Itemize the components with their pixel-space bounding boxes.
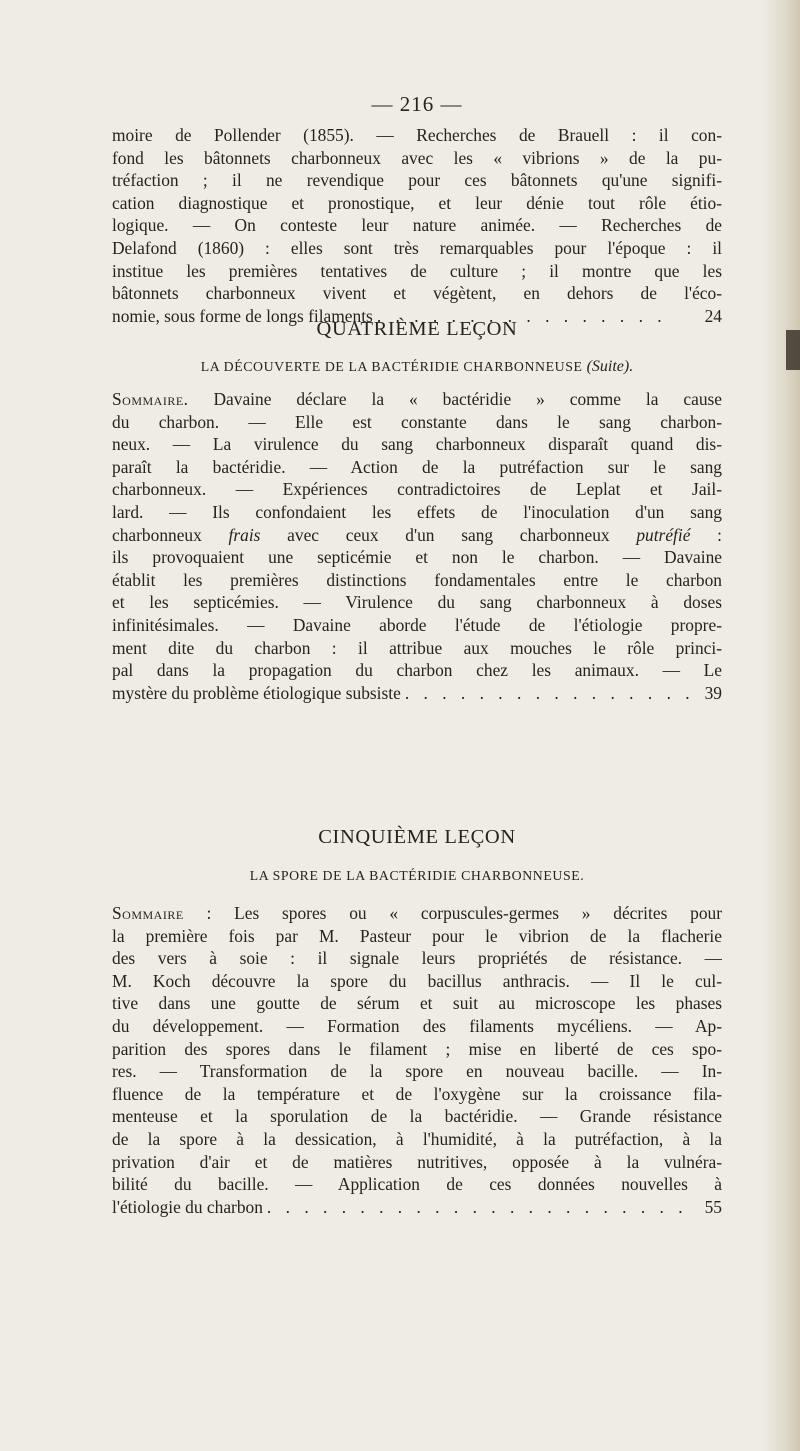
text-line: logique. — On conteste leur nature animée. — Recherches de [112,215,722,236]
leader-dots: . . . . . . . . . . . . . . . . . . . . . . . [266,1196,688,1217]
page-reference: 55 [704,1196,722,1217]
leader-dots: . . . . . . . . . . . . . . . . [376,305,667,326]
text-line: tréfaction ; il ne revendique pour ces bâtonnets qu'une signifi- [112,170,722,191]
lesson-title: QUATRIÈME LEÇON [316,318,518,340]
text-line: menteuse et la sporulation de la bactéridie. — Grande résistance [112,1106,722,1127]
text-segment: : [717,524,722,545]
text-line: ils provoquaient une septicémie et non le charbon. — Davaine [112,547,722,568]
page-edge-shadow [762,0,800,1451]
intro-paragraph [112,124,722,327]
text-line: lard. — Ils confondaient les effets de l'inoculation d'un sang [112,501,722,522]
text-line: la première fois par M. Pasteur pour le vibrion de la flacherie [112,925,722,946]
text-line: M. Koch découvre la spore du bacillus anthracis. — Il le cul- [112,970,722,991]
page-number: — 216 — [371,92,463,116]
text-line: pal dans la propagation du charbon chez les animaux. — Le [112,660,722,681]
text-line: parition des spores dans le filament ; mise en liberté de ces spo- [112,1038,722,1059]
text-line: fond les bâtonnets charbonneux avec les « vibrions » de la pu- [112,147,722,168]
text-line [112,524,722,547]
text-line: cation diagnostique et pronostique, et leur dénie tout rôle étio- [112,192,722,213]
text-line: mystère du problème étiologique subsiste [112,682,401,703]
text-line: moire de Pollender (1855). — Recherches de Brauell : il con- [112,125,722,145]
toc-entry-line [112,682,722,705]
page-edge-mark [786,330,800,370]
text-line: des vers à soie : il signale leurs propriétés de résistance. — [112,948,722,969]
text-line: du charbon. — Elle est constante dans le sang charbon- [112,411,722,432]
text-line: de la spore à la dessication, à l'humidité, à la putréfaction, à la [112,1128,722,1149]
text-line: infinitésimales. — Davaine aborde l'étude de l'étiologie propre- [112,614,722,635]
text-line [112,388,722,411]
text-line: paraît la bactéridie. — Action de la putréfaction sur le sang [112,456,722,477]
lesson-subtitle: LA SPORE DE LA BACTÉRIDIE CHARBONNEUSE. [249,868,585,883]
page-reference: 39 [704,682,722,703]
text-line: établit les premières distinctions fondamentales entre le charbon [112,569,722,590]
summary-paragraph [112,902,722,1218]
text-line: Delafond (1860) : elles sont très remarquables pour l'époque : il [112,237,722,258]
text-line: bâtonnets charbonneux vivent et végètent, en dehors de l'éco- [112,283,722,304]
lesson-subtitle [112,358,722,376]
text-line: nomie, sous forme de longs filaments [112,305,373,326]
lesson-subtitle-text: LA DÉCOUVERTE DE LA BACTÉRIDIE CHARBONNEUSE [200,359,583,374]
text-line: ment dite du charbon : il attribue aux mouches le rôle princi- [112,637,722,658]
text-line: institue les premières tentatives de culture ; il montre que les [112,260,722,281]
page-reference: 24 [704,305,722,326]
text-line: du développement. — Formation des filaments mycéliens. — Ap- [112,1015,722,1036]
text-line: tive dans une goutte de sérum et suit au microscope les phases [112,993,722,1014]
leader-dots: . . . . . . . . . . . . . . . . [404,682,695,703]
toc-entry-line [112,1196,722,1219]
text-line [112,902,722,925]
summary-paragraph [112,388,722,704]
summary-label: Sommaire. [112,389,189,409]
italic-word: putréfié [636,524,691,545]
text-line: bilité du bacille. — Application de ces données nouvelles à [112,1174,722,1195]
text-line: res. — Transformation de la spore en nouveau bacille. — In- [112,1061,722,1082]
text-line: charbonneux. — Expériences contradictoires de Leplat et Jail- [112,479,722,500]
text-segment: charbonneux [112,524,202,545]
text-line: neux. — La virulence du sang charbonneux disparaît quand dis- [112,434,722,455]
text-line: privation d'air et de matières nutritives, opposée à la vulnéra- [112,1151,722,1172]
summary-first-line: Davaine déclare la « bactéridie » comme la cause [213,389,722,409]
italic-word: frais [228,524,261,545]
summary-first-line: : Les spores ou « corpuscules-germes » décrites pour [206,903,722,923]
text-line: l'étiologie du charbon [112,1196,263,1217]
text-line: et les septicémies. — Virulence du sang charbonneux à doses [112,592,722,613]
summary-label: Sommaire [112,903,184,923]
lesson-subtitle-suffix: (Suite). [586,358,634,375]
lesson-title: CINQUIÈME LEÇON [318,826,516,848]
text-line: fluence de la température et de l'oxygène sur la croissance fila- [112,1083,722,1104]
text-segment: avec ceux d'un sang charbonneux [287,524,610,545]
